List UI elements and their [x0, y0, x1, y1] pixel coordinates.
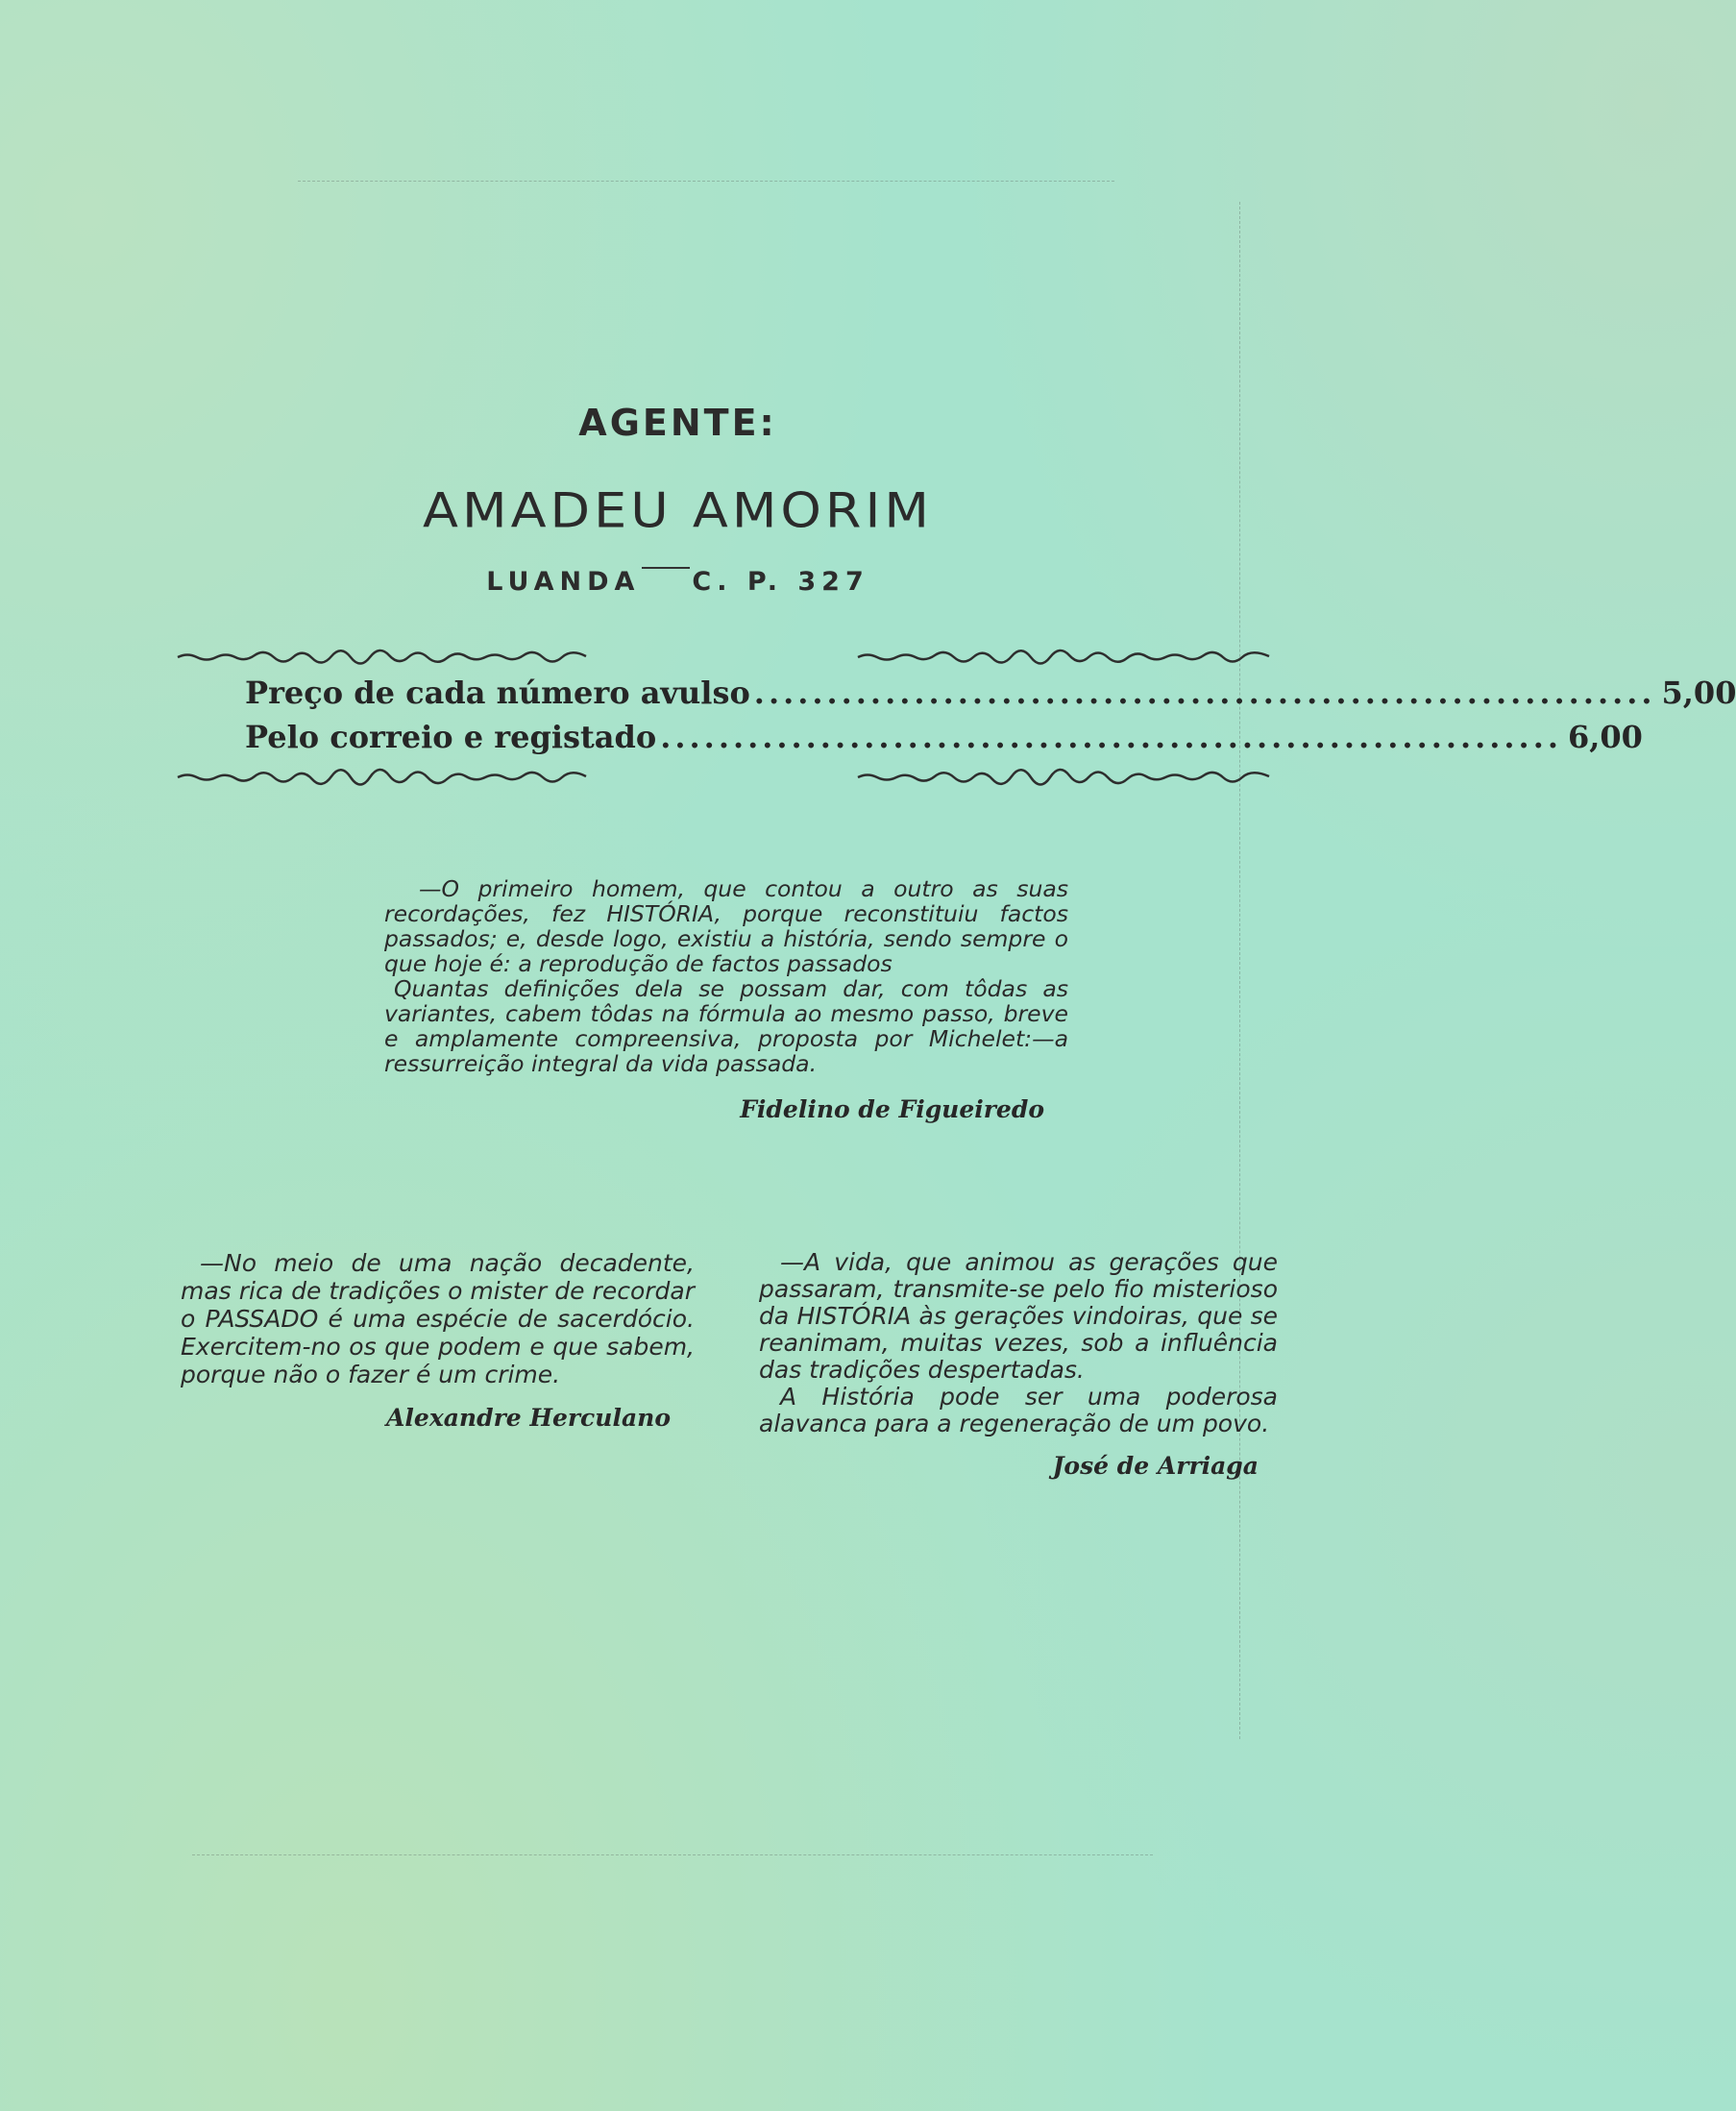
- address-dash: [642, 567, 690, 569]
- price-value: 6,00: [1567, 719, 1643, 755]
- price-row-single-issue: [245, 675, 1736, 719]
- quote-figueiredo: [384, 876, 1068, 1122]
- wavy-rule-top-right: [858, 650, 1269, 663]
- quote-paragraph: A História pode ser uma poderosa alavanca para a regeneração de um povo.: [759, 1383, 1278, 1437]
- page-frame-bottom: [192, 1854, 1153, 1855]
- quote-author: Alexandre Herculano: [386, 1404, 671, 1432]
- quote-arriaga: [759, 1249, 1278, 1480]
- agent-label: AGENTE:: [578, 402, 777, 444]
- quote-paragraph: Quantas definições dela se possam dar, com tôdas as variantes, cabem tôdas na fórmula ao mesmo passo, breve e amplamente compreensiva, proposta por Michelet:—a ressurreição integral da vida passada.: [384, 975, 1068, 1077]
- wavy-rule-top-left: [178, 650, 586, 663]
- agent-city: LUANDA: [486, 567, 641, 597]
- price-value: 5,00: [1661, 675, 1736, 711]
- quote-paragraph: —O primeiro homem, que contou a outro as suas recordações, fez HISTÓRIA, porque reconstituiu factos passados; e, desde logo, existiu a história, sendo sempre o que hoje é: a reprodução de factos passados: [384, 875, 1068, 977]
- quote-paragraph: —No meio de uma nação decadente, mas rica de tradições o mister de recordar o PASSADO é uma espécie de sacerdócio. Exercitem-no os que podem e que sabem, porque não o fazer é um crime.: [181, 1249, 695, 1388]
- wavy-rule-bottom-left: [178, 771, 586, 784]
- agent-name: AMADEU AMORIM: [423, 482, 933, 539]
- dot-leader: ..............................................................: [660, 719, 1562, 755]
- wavy-rule-bottom-right: [858, 771, 1269, 784]
- price-label: Preço de cada número avulso: [245, 675, 750, 711]
- dot-leader: ..............................................................: [753, 675, 1656, 711]
- agent-address: [0, 567, 1356, 597]
- page-frame-top: [298, 181, 1114, 182]
- quote-author: José de Arriaga: [1052, 1452, 1259, 1480]
- price-row-registered-mail: [245, 719, 1643, 763]
- agent-po-box: C. P. 327: [692, 567, 869, 597]
- price-table: [245, 675, 1736, 763]
- quote-herculano: [181, 1249, 695, 1432]
- price-label: Pelo correio e registado: [245, 719, 657, 755]
- quote-paragraph: —A vida, que animou as gerações que passaram, transmite-se pelo fio misterioso da HISTÓRIA às gerações vindoiras, que se reanimam, muitas vezes, sob a influência das tradições despertadas.: [759, 1248, 1278, 1384]
- quote-author: Fidelino de Figueiredo: [740, 1095, 1044, 1123]
